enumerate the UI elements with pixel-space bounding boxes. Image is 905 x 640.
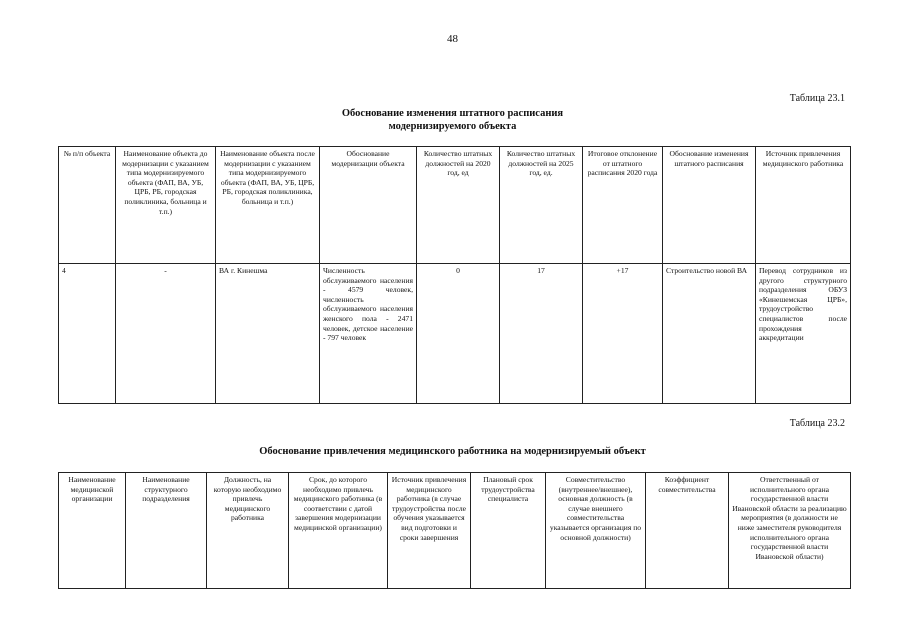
table1-header-cell: Наименование объекта до модернизации с указанием типа модернизируемого объекта (ФАП, ВА, УБ, ЦРБ, РБ, городская поликлиника, больница и т.п.) <box>116 147 216 264</box>
table-row <box>59 264 851 404</box>
staff-deviation: +17 <box>583 264 663 404</box>
table2-header-cell: Плановый срок трудоустройства специалиста <box>471 473 546 589</box>
table1-header-row <box>59 147 851 264</box>
table2-header-cell: Ответственный от исполнительного органа государственной власти Ивановской области за реализацию мероприятия (в должности не ниже заместителя руководителя исполнительного органа государственной власти Ивановской области) <box>729 473 851 589</box>
table2-caption: Таблица 23.2 <box>789 418 845 429</box>
table1-header-cell: Итоговое отклонение от штатного расписания 2020 года <box>583 147 663 264</box>
modernization-justification: Численность обслуживаемого населения - 4579 человек, численность обслуживаемого населения женского пола - 2471 человек, детское население - 797 человек <box>320 264 417 404</box>
staffing-change-table <box>58 146 851 404</box>
table1-header-cell: Обоснование модернизации объекта <box>320 147 417 264</box>
object-before: - <box>116 264 216 404</box>
table1-header-cell: Наименование объекта после модернизации с указанием типа модернизируемого объекта (ФАП, ВА, УБ, ЦРБ, РБ, городская поликлиника, больница и т.п.) <box>216 147 320 264</box>
table1-caption: Таблица 23.1 <box>789 93 845 104</box>
table1-title-line1: Обоснование изменения штатного расписания <box>341 108 564 119</box>
table2-header-cell: Источник привлечения медицинского работника (в случае трудоустройства после обучения указывается вид подготовки и сроки завершения <box>388 473 471 589</box>
staffing-change-justification: Строительство новой ВА <box>663 264 756 404</box>
table2-header-row <box>59 473 851 589</box>
worker-recruitment-table <box>58 472 851 589</box>
table1-header-cell: Источник привлечения медицинского работника <box>756 147 851 264</box>
object-number: 4 <box>59 264 116 404</box>
worker-source: Перевод сотрудников из другого структурного подразделения ОБУЗ «Кинешемская ЦРБ», трудоустройство специалистов после прохождения аккредитации <box>756 264 851 404</box>
table1-header-cell: Обоснование изменения штатного расписания <box>663 147 756 264</box>
table1-title-line2: модернизируемого объекта <box>388 121 517 132</box>
table2-header-cell: Коэффициент совместительства <box>646 473 729 589</box>
table2-header-cell: Совместительство (внутреннее/внешнее), основная должность (в случае внешнего совместительства указывается организация по основной должности) <box>546 473 646 589</box>
page-number: 48 <box>447 33 458 45</box>
table1-title <box>0 107 905 133</box>
table2-header-cell: Наименование медицинской организации <box>59 473 126 589</box>
table2-header-cell: Наименование структурного подразделения <box>126 473 207 589</box>
object-after: ВА г. Кинешма <box>216 264 320 404</box>
table1-header-cell: Количество штатных должностей на 2020 год, ед <box>417 147 500 264</box>
staff-2020: 0 <box>417 264 500 404</box>
table1-header-cell: № п/п объекта <box>59 147 116 264</box>
staff-2025: 17 <box>500 264 583 404</box>
table2-header-cell: Должность, на которую необходимо привлечь медицинского работника <box>207 473 289 589</box>
table2-header-cell: Срок, до которого необходимо привлечь медицинского работника (в соответствии с датой завершения модернизации медицинской организации) <box>289 473 388 589</box>
table2-title: Обоснование привлечения медицинского работника на модернизируемый объект <box>259 446 646 457</box>
table1-header-cell: Количество штатных должностей на 2025 год, ед. <box>500 147 583 264</box>
